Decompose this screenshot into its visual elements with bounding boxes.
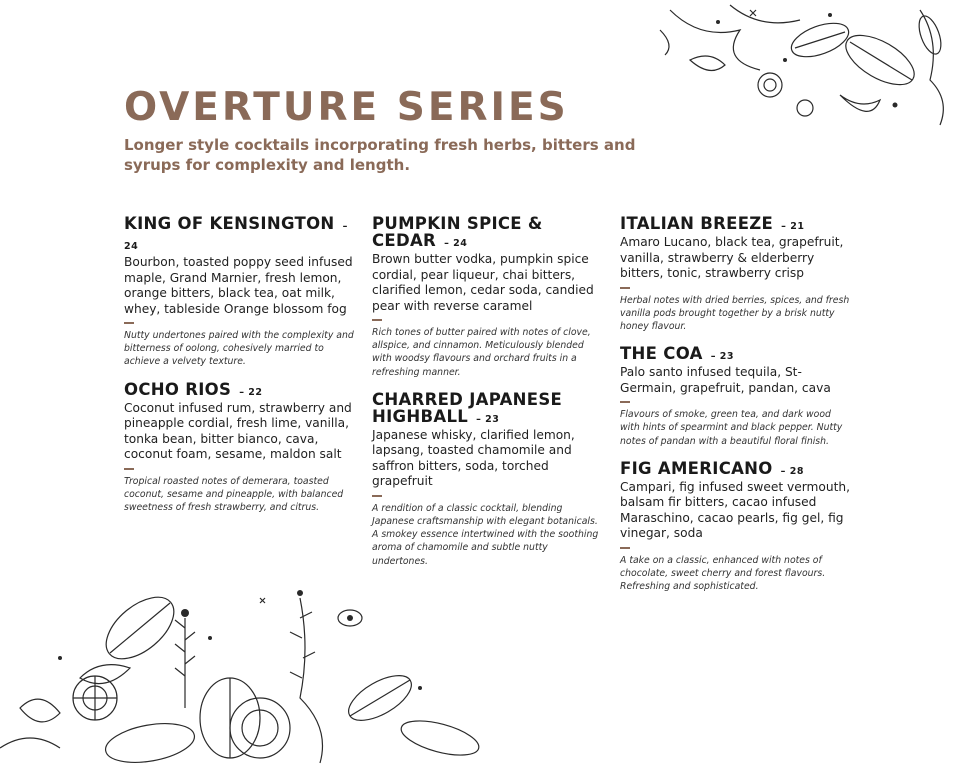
menu-item [124,381,354,515]
cocktail-price: – 24 [444,238,468,249]
cocktail-price: – 28 [780,465,804,477]
menu-item [620,345,852,448]
divider [124,322,134,324]
cocktail-name [620,215,852,235]
menu-item [372,215,604,379]
cocktail-price: – 23 [710,351,734,363]
cocktail-ingredients: Palo santo infused tequila, St-Germain, grapefruit, pandan, cava [620,365,831,395]
tasting-note: A take on a classic, enhanced with notes of chocolate, sweet cherry and forest flavours. Refreshing and sophisticated. [620,554,826,593]
divider [372,319,382,321]
cocktail-ingredients: Bourbon, toasted poppy seed infused maple, Grand Marnier, fresh lemon, orange bitters, black tea, oat milk, whey, tableside Orange blossom fog [124,255,353,316]
cocktail-price: – 22 [239,386,263,398]
menu-item [124,215,354,369]
menu-column-2 [372,215,604,580]
botanical-illustration-top [630,0,960,130]
page-subtitle: Longer style cocktails incorporating fresh herbs, bitters and syrups for complexity and length. [124,136,636,174]
cocktail-ingredients: Brown butter vodka, pumpkin spice cordial, pear liqueur, chai bitters, clarified lemon, cedar soda, candied pear with reverse caramel [372,252,594,313]
cocktail-name [124,381,354,401]
menu-item [372,391,604,568]
cocktail-name [620,460,852,480]
divider [124,468,134,470]
divider [620,401,630,403]
cocktail-name [372,391,604,428]
tasting-note: Rich tones of butter paired with notes of clove, allspice, and cinnamon. Meticulously blended with woodsy flavours and orchard fruits in a refreshing manner. [372,327,591,378]
botanical-illustration-bottom [0,558,520,768]
menu-item [620,460,852,594]
tasting-note: Tropical roasted notes of demerara, toasted coconut, sesame and pineapple, with balanced sweetness of fresh strawberry, and citrus. [124,475,344,514]
tasting-note: Flavours of smoke, green tea, and dark wood with hints of spearmint and black pepper. Nutty notes of pandan with a beautiful floral finish. [620,409,843,447]
cocktail-ingredients: Japanese whisky, clarified lemon, lapsang, toasted chamomile and saffron bitters, soda, torched grapefruit [372,427,575,489]
tasting-note: Herbal notes with dried berries, spices, and fresh vanilla pods brought together by a brisk nutty honey flavour. [620,294,850,332]
cocktail-title: KING OF KENSINGTON [124,214,335,233]
menu-column-3 [620,215,852,605]
cocktail-ingredients: Amaro Lucano, black tea, grapefruit, vanilla, strawberry & elderberry bitters, tonic, strawberry crisp [620,235,844,280]
cocktail-title: FIG AMERICANO [620,458,773,478]
tasting-note: A rendition of a classic cocktail, blending Japanese craftsmanship with elegant botanicals. A smokey essence intertwined with the soothing aroma of chamomile and subtle nutty undertones. [372,502,599,567]
cocktail-title: CHARRED JAPANESE HIGHBALL [372,389,563,426]
cocktail-name [620,345,852,365]
divider [620,287,630,289]
menu-item [620,215,852,333]
page-title: OVERTURE SERIES [124,85,569,130]
cocktail-price: – 21 [781,221,805,232]
cocktail-title: PUMPKIN SPICE & CEDAR [372,214,543,250]
menu-column-1 [124,215,354,526]
cocktail-title: ITALIAN BREEZE [620,214,774,233]
cocktail-name [372,215,604,252]
cocktail-title: THE COA [620,344,703,364]
cocktail-price: – 23 [476,413,500,425]
tasting-note: Nutty undertones paired with the complexity and bitterness of oolong, cohesively married to achieve a velvety texture. [124,330,354,368]
cocktail-ingredients: Campari, fig infused sweet vermouth, balsam fir bitters, cacao infused Maraschino, cacao pearls, fig gel, fig vinegar, soda [620,479,850,541]
cocktail-price: – 24 [124,221,348,252]
cocktail-title: OCHO RIOS [124,379,232,399]
divider [620,547,630,549]
cocktail-name [124,215,354,255]
cocktail-ingredients: Coconut infused rum, strawberry and pineapple cordial, fresh lime, vanilla, tonka bean, bitter bianco, cava, coconut foam, sesame, maldon salt [124,400,352,462]
divider [372,495,382,497]
